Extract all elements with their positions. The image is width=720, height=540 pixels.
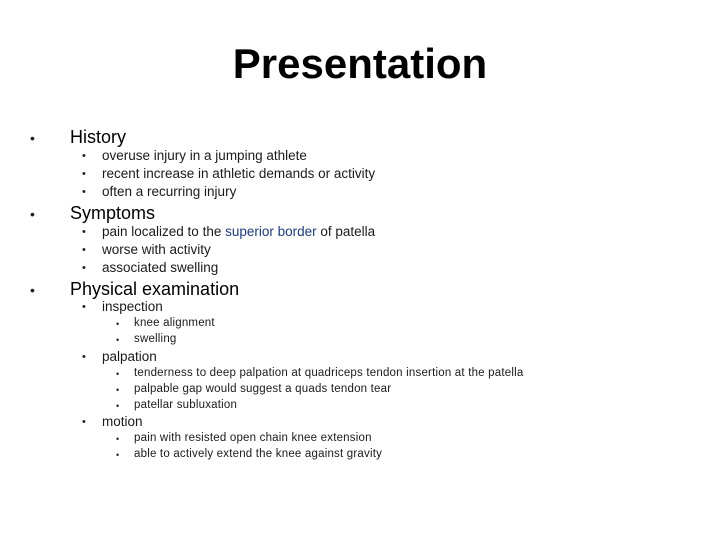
- section-heading-history: History: [70, 127, 127, 147]
- bullet-icon: •: [116, 450, 120, 460]
- bullet-icon: •: [82, 226, 86, 238]
- bullet-icon: •: [82, 168, 86, 180]
- list-item-text: of patella: [316, 224, 376, 239]
- bullet-icon: •: [82, 244, 86, 256]
- bullet-icon: •: [116, 335, 120, 345]
- bullet-icon: •: [82, 150, 86, 162]
- bullet-icon: •: [116, 369, 120, 379]
- bullet-icon: •: [82, 351, 86, 363]
- list-item: associated swelling: [102, 260, 219, 275]
- bullet-icon: •: [82, 301, 86, 313]
- list-item: palpable gap would suggest a quads tendon tear: [134, 383, 392, 395]
- bullet-icon: •: [116, 434, 120, 444]
- bullet-icon: •: [82, 416, 86, 428]
- list-item: overuse injury in a jumping athlete: [102, 148, 307, 163]
- list-item: often a recurring injury: [102, 184, 237, 199]
- list-item: patellar subluxation: [134, 399, 238, 411]
- bullet-icon: •: [30, 130, 35, 146]
- bullet-icon: •: [116, 319, 120, 329]
- slide-title: Presentation: [232, 40, 488, 87]
- bullet-icon: •: [82, 186, 86, 198]
- bullet-icon: •: [116, 385, 120, 395]
- list-item: knee alignment: [134, 317, 215, 329]
- subsection-label: motion: [102, 414, 143, 429]
- list-item: [102, 224, 375, 239]
- bullet-icon: •: [30, 282, 35, 298]
- section-heading-symptoms: Symptoms: [70, 203, 156, 223]
- list-item: tenderness to deep palpation at quadriceps tendon insertion at the patella: [134, 367, 524, 379]
- list-item: recent increase in athletic demands or activity: [102, 166, 376, 181]
- section-heading-physical-examination: Physical examination: [70, 279, 240, 299]
- list-item: pain with resisted open chain knee extension: [134, 432, 372, 444]
- list-item: able to actively extend the knee against gravity: [134, 448, 383, 460]
- subsection-label: palpation: [102, 349, 157, 364]
- subsection-label: inspection: [102, 299, 163, 314]
- list-item-text: pain localized to the: [102, 224, 226, 239]
- list-item: worse with activity: [102, 242, 211, 257]
- bullet-icon: •: [30, 206, 35, 222]
- highlighted-term: superior border: [225, 224, 317, 239]
- list-item: swelling: [134, 333, 177, 345]
- bullet-icon: •: [116, 401, 120, 411]
- bullet-icon: •: [82, 262, 86, 274]
